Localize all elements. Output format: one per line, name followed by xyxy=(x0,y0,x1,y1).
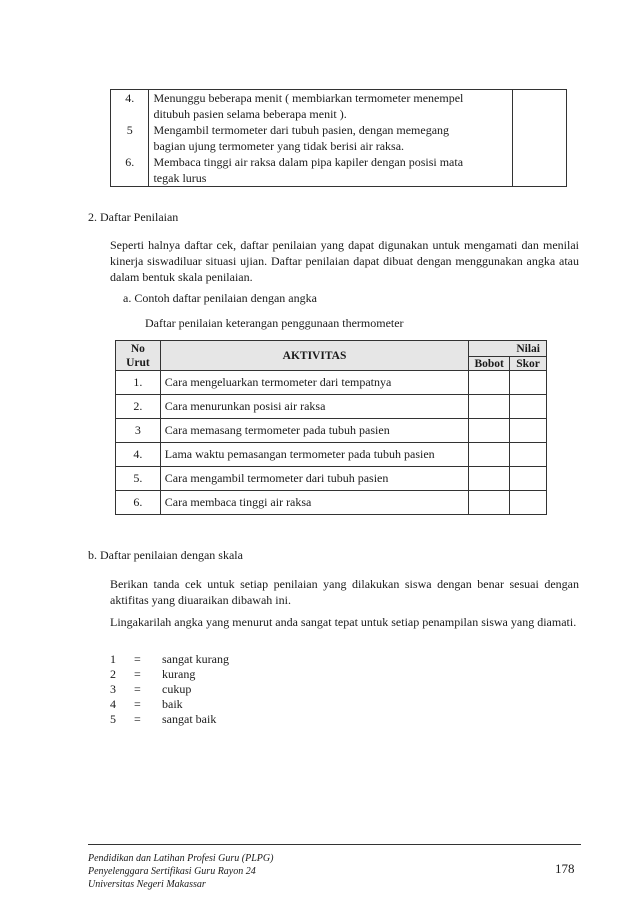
step-text-line: ditubuh pasien selama beberapa menit ). xyxy=(153,107,347,121)
subsection-heading: a. Contoh daftar penilaian dengan angka xyxy=(123,291,317,305)
row-number: 1. xyxy=(116,371,161,395)
row-number: 4. xyxy=(116,443,161,467)
scale-number: 3 xyxy=(110,682,116,696)
table-row xyxy=(116,395,547,419)
page-number: 178 xyxy=(555,861,575,876)
scale-number: 5 xyxy=(110,712,116,726)
bobot-cell[interactable] xyxy=(469,491,510,515)
row-number: 2. xyxy=(116,395,161,419)
scale-label: sangat kurang xyxy=(162,652,229,666)
footer-line: Penyelenggara Sertifikasi Guru Rayon 24 xyxy=(88,866,256,877)
section-heading: b. Daftar penilaian dengan skala xyxy=(88,548,243,562)
check-cell xyxy=(512,90,566,187)
scale-equals: = xyxy=(134,697,141,711)
skor-cell[interactable] xyxy=(510,371,547,395)
step-numbers-cell xyxy=(111,90,149,187)
row-number: 5. xyxy=(116,467,161,491)
step-text-line: bagian ujung termometer yang tidak berisi air raksa. xyxy=(153,139,405,153)
row-activity: Lama waktu pemasangan termometer pada tubuh pasien xyxy=(160,443,468,467)
skor-cell[interactable] xyxy=(510,395,547,419)
skor-cell[interactable] xyxy=(510,467,547,491)
step-number: 4. xyxy=(125,91,135,105)
bobot-cell[interactable] xyxy=(469,443,510,467)
scale-equals: = xyxy=(134,652,141,666)
step-text-cell xyxy=(149,90,513,187)
section-paragraph: Seperti halnya daftar cek, daftar penilaian yang dapat digunakan untuk mengamati dan menilai kinerja siswadiluar situasi ujian. Daftar penilaian dapat dibuat dengan menggunakan angka atau dalam bentuk skala penilaian. xyxy=(110,238,579,284)
table-row xyxy=(116,443,547,467)
scale-label: sangat baik xyxy=(162,712,217,726)
skor-cell[interactable] xyxy=(510,491,547,515)
step-text-line: Membaca tinggi air raksa dalam pipa kapiler dengan posisi mata xyxy=(153,155,464,169)
scale-label: kurang xyxy=(162,667,196,681)
header-no-urut: No Urut xyxy=(116,341,161,371)
scale-equals: = xyxy=(134,682,141,696)
scale-number: 2 xyxy=(110,667,116,681)
skor-cell[interactable] xyxy=(510,443,547,467)
row-number: 6. xyxy=(116,491,161,515)
scale-number: 1 xyxy=(110,652,116,666)
table-row xyxy=(116,419,547,443)
section-heading: 2. Daftar Penilaian xyxy=(88,210,179,224)
step-number: 5 xyxy=(126,123,133,137)
table-row xyxy=(116,491,547,515)
row-activity: Cara membaca tinggi air raksa xyxy=(160,491,468,515)
scale-number: 4 xyxy=(110,697,116,711)
scale-label: baik xyxy=(162,697,183,711)
row-activity: Cara menurunkan posisi air raksa xyxy=(160,395,468,419)
rating-table xyxy=(115,340,547,515)
scale-equals: = xyxy=(134,667,141,681)
section-paragraph: Lingakarilah angka yang menurut anda sangat tepat untuk setiap penampilan siswa yang diamati. xyxy=(110,615,577,629)
footer-line: Pendidikan dan Latihan Profesi Guru (PLPG) xyxy=(88,853,274,864)
header-aktivitas: AKTIVITAS xyxy=(160,341,468,371)
row-activity: Cara mengeluarkan termometer dari tempatnya xyxy=(160,371,468,395)
skor-cell[interactable] xyxy=(510,419,547,443)
footer-divider xyxy=(88,844,581,845)
footer-line: Universitas Negeri Makassar xyxy=(88,879,206,890)
section-paragraph: Berikan tanda cek untuk setiap penilaian yang dilakukan siswa dengan benar sesuai dengan aktifitas yang diuaraikan dibawah ini. xyxy=(110,577,579,607)
step-number: 6. xyxy=(125,155,135,169)
header-skor: Skor xyxy=(510,357,547,371)
header-nilai: Nilai xyxy=(469,341,547,357)
step-text-line: tegak lurus xyxy=(153,171,207,185)
header-bobot: Bobot xyxy=(469,357,510,371)
step-text-line: Menunggu beberapa menit ( membiarkan termometer menempel xyxy=(153,91,464,105)
table-caption: Daftar penilaian keterangan penggunaan thermometer xyxy=(145,316,404,330)
scale-label: cukup xyxy=(162,682,192,696)
table-row xyxy=(116,371,547,395)
bobot-cell[interactable] xyxy=(469,371,510,395)
bobot-cell[interactable] xyxy=(469,395,510,419)
step-text-line: Mengambil termometer dari tubuh pasien, dengan memegang xyxy=(153,123,450,137)
row-activity: Cara memasang termometer pada tubuh pasien xyxy=(160,419,468,443)
bobot-cell[interactable] xyxy=(469,419,510,443)
table-row xyxy=(116,467,547,491)
scale-equals: = xyxy=(134,712,141,726)
row-activity: Cara mengambil termometer dari tubuh pasien xyxy=(160,467,468,491)
row-number: 3 xyxy=(116,419,161,443)
steps-continuation-table xyxy=(110,89,567,187)
bobot-cell[interactable] xyxy=(469,467,510,491)
